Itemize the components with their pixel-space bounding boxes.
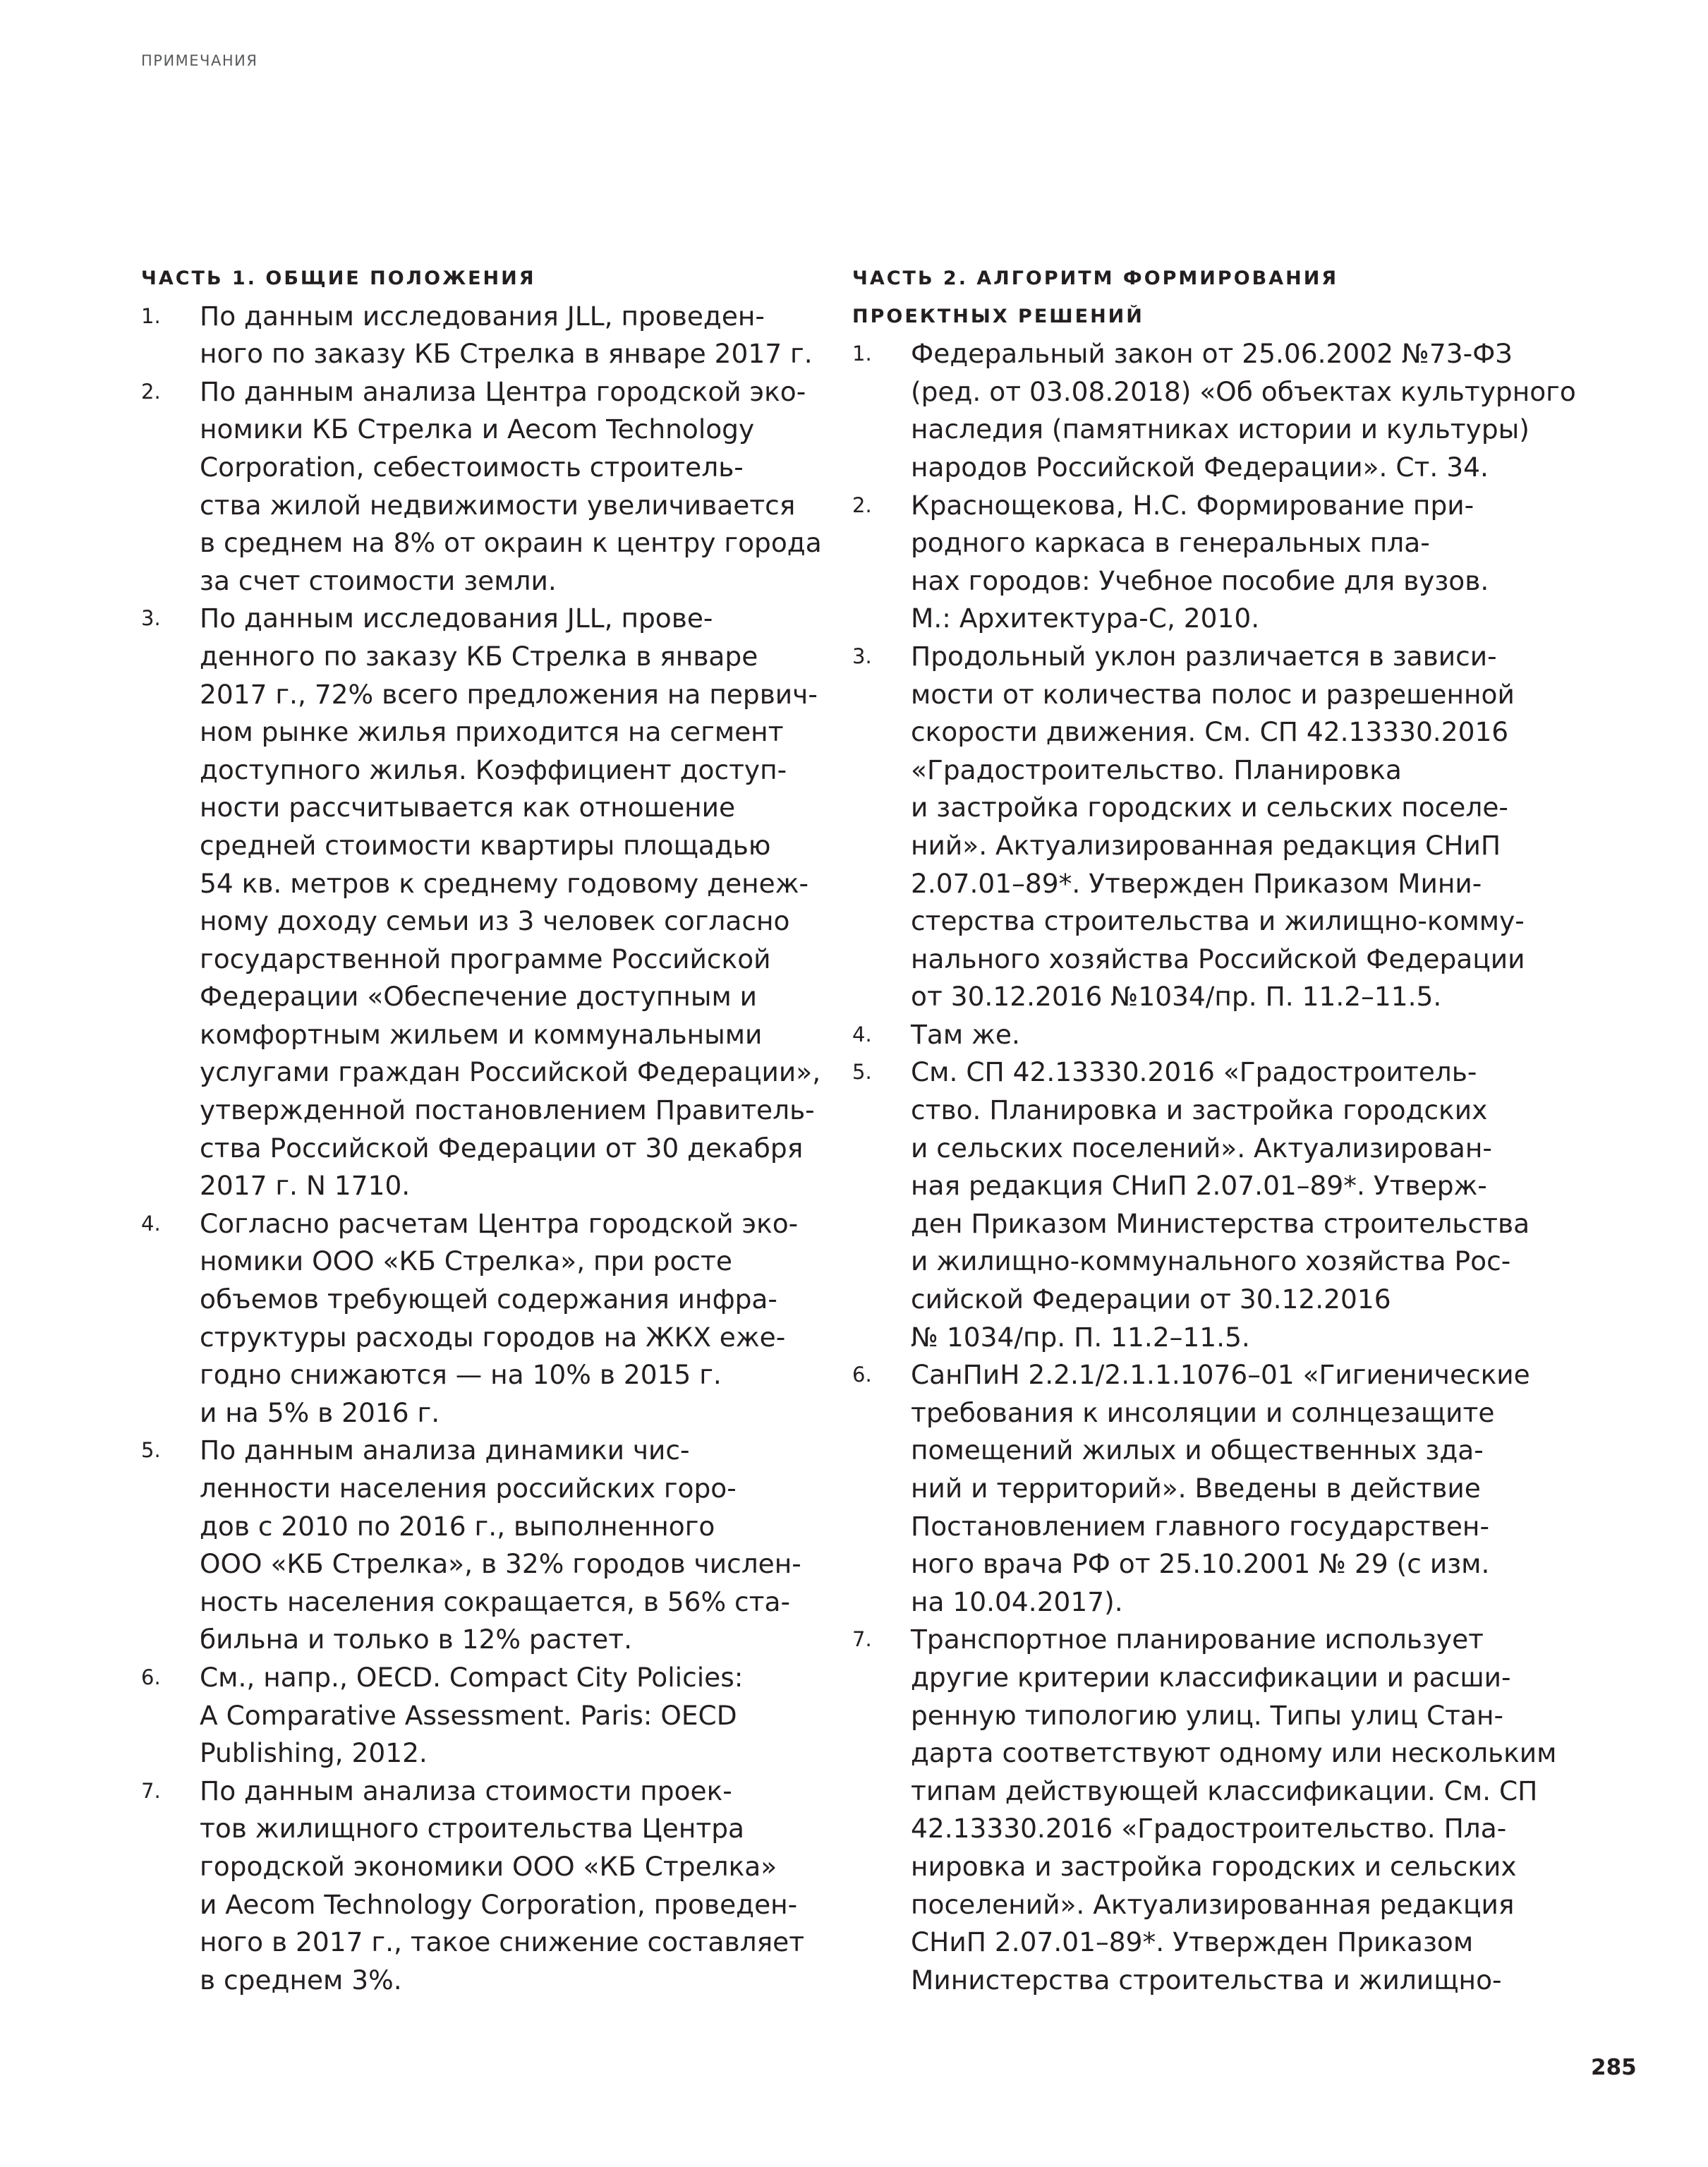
note-text-line: средней стоимости квартиры площадью <box>200 829 771 861</box>
note-item <box>141 298 818 373</box>
note-item <box>852 1054 1558 1356</box>
note-item <box>141 600 821 1205</box>
note-text-line: По данным анализа динамики чис- <box>200 1435 690 1466</box>
note-text-line: СНиП 2.07.01–89*. Утвержден Приказом <box>911 1926 1474 1958</box>
note-item <box>852 1356 1558 1621</box>
section-heading <box>852 260 1558 335</box>
section-heading-line: ПРОЕКТНЫХ РЕШЕНИЙ <box>852 305 1144 327</box>
note-text-line: ний и территорий». Введены в действие <box>911 1473 1481 1504</box>
note-text-line: СанПиН 2.2.1/2.1.1.1076–01 «Гигиенические <box>911 1359 1530 1391</box>
note-text-line: ная редакция СНиП 2.07.01–89*. Утверж- <box>911 1170 1487 1202</box>
note-item <box>141 1432 818 1659</box>
note-number: 2. <box>852 493 872 517</box>
note-text-line: Транспортное планирование использует <box>911 1624 1484 1655</box>
note-text-line: доступного жилья. Коэффициент доступ- <box>200 754 787 785</box>
note-text-line: Продольный уклон различается в зависи- <box>911 640 1497 672</box>
note-text-line: городской экономики ООО «КБ Стрелка» <box>200 1850 777 1882</box>
note-text-line: типам действующей классификации. См. СП <box>911 1775 1538 1806</box>
note-text-line: 42.13330.2016 «Градостроительство. Пла- <box>911 1813 1507 1845</box>
note-text-line: Постановлением главного государствен- <box>911 1510 1489 1542</box>
note-number: 3. <box>852 644 872 668</box>
note-text-line: и Aecom Technology Corporation, проведен- <box>200 1888 798 1920</box>
running-head: ПРИМЕЧАНИЯ <box>141 52 258 69</box>
note-text-line: ному доходу семьи из 3 человек согласно <box>200 905 790 937</box>
note-text-line: дов с 2010 по 2016 г., выполненного <box>200 1510 715 1542</box>
note-text-line: По данным анализа стоимости проек- <box>200 1775 732 1806</box>
note-text-line: По данным исследования JLL, прове- <box>200 603 713 634</box>
note-text-line: услугами граждан Российской Федерации», <box>200 1056 821 1088</box>
note-item <box>141 373 822 600</box>
note-text-line: 2.07.01–89*. Утвержден Приказом Мини- <box>911 867 1482 899</box>
note-number: 6. <box>141 1665 161 1689</box>
note-text-line: и на 5% в 2016 г. <box>200 1396 440 1428</box>
note-number: 7. <box>141 1778 161 1803</box>
note-text-line: в среднем на 8% от окраин к центру города <box>200 527 822 559</box>
note-text-line: М.: Архитектура-С, 2010. <box>911 603 1260 634</box>
note-text-line: требования к инсоляции и солнцезащите <box>911 1396 1495 1428</box>
note-text-line: скорости движения. См. СП 42.13330.2016 <box>911 716 1509 748</box>
page-number: 285 <box>1591 2055 1637 2080</box>
note-number: 4. <box>141 1211 161 1236</box>
note-number: 6. <box>852 1363 872 1387</box>
note-text-line: на 10.04.2017). <box>911 1586 1123 1617</box>
note-text-line: родного каркаса в генеральных пла- <box>911 527 1430 559</box>
note-number: 4. <box>852 1022 872 1046</box>
note-item <box>852 638 1558 1016</box>
note-text-line: годно снижаются — на 10% в 2015 г. <box>200 1359 722 1391</box>
note-text-line: сийской Федерации от 30.12.2016 <box>911 1284 1391 1315</box>
note-text-line: нального хозяйства Российской Федерации <box>911 943 1525 974</box>
note-text-line: государственной программе Российской <box>200 943 771 974</box>
note-number: 2. <box>141 379 161 404</box>
note-text-line: и жилищно-коммунального хозяйства Рос- <box>911 1245 1511 1277</box>
note-text-line: «Градостроительство. Планировка <box>911 754 1402 785</box>
note-number: 1. <box>852 342 872 366</box>
note-text-line: комфортным жильем и коммунальными <box>200 1018 763 1050</box>
note-item <box>141 1773 818 2000</box>
note-text-line: 2017 г., 72% всего предложения на первич- <box>200 678 818 710</box>
note-text-line: от 30.12.2016 №1034/пр. П. 11.2–11.5. <box>911 981 1442 1013</box>
note-text-line: Федерации «Обеспечение доступным и <box>200 981 758 1013</box>
note-text-line: тов жилищного строительства Центра <box>200 1813 745 1845</box>
note-text-line: ного в 2017 г., такое снижение составляет <box>200 1926 805 1958</box>
note-item <box>852 335 1576 486</box>
note-text-line: денного по заказу КБ Стрелка в январе <box>200 640 758 672</box>
note-text-line: ства Российской Федерации от 30 декабря <box>200 1132 804 1164</box>
note-item <box>852 1621 1558 1999</box>
note-text-line: Там же. <box>911 1018 1020 1050</box>
note-text-line: 2017 г. N 1710. <box>200 1170 411 1202</box>
note-text-line: По данным исследования JLL, проведен- <box>200 300 765 332</box>
note-text-line: другие критерии классификации и расши- <box>911 1661 1511 1693</box>
note-text-line: ство. Планировка и застройка городских <box>911 1094 1488 1126</box>
note-text-line: ний». Актуализированная редакция СНиП <box>911 829 1501 861</box>
note-text-line: ного по заказу КБ Стрелка в январе 2017 г. <box>200 338 813 370</box>
note-text-line: ного врача РФ от 25.10.2001 № 29 (с изм. <box>911 1548 1490 1580</box>
note-text-line: ности рассчитывается как отношение <box>200 792 736 823</box>
note-text-line: Федеральный закон от 25.06.2002 №73-ФЗ <box>911 338 1513 370</box>
note-item <box>852 1016 1558 1054</box>
note-text-line: ренную типологию улиц. Типы улиц Стан- <box>911 1699 1503 1731</box>
note-text-line: Corporation, себестоимость строитель- <box>200 451 744 483</box>
note-text-line: Краснощекова, Н.С. Формирование при- <box>911 489 1474 521</box>
note-text-line: ном рынке жилья приходится на сегмент <box>200 716 784 748</box>
note-number: 1. <box>141 303 161 328</box>
note-number: 3. <box>141 606 161 631</box>
notes-list <box>852 335 1576 1999</box>
note-text-line: в среднем 3%. <box>200 1964 402 1996</box>
note-text-line: 54 кв. метров к среднему годовому денеж- <box>200 867 809 899</box>
note-text-line: ность населения сокращается, в 56% ста- <box>200 1586 791 1617</box>
note-text-line: См., напр., OECD. Compact City Policies: <box>200 1661 744 1693</box>
note-text-line: Publishing, 2012. <box>200 1737 428 1769</box>
note-text-line: A Comparative Assessment. Paris: OECD <box>200 1699 737 1731</box>
note-text-line: Министерства строительства и жилищно- <box>911 1964 1502 1996</box>
note-text-line: ства жилой недвижимости увеличивается <box>200 489 796 521</box>
note-text-line: нировка и застройка городских и сельских <box>911 1850 1517 1882</box>
note-text-line: стерства строительства и жилищно-комму- <box>911 905 1525 937</box>
note-text-line: за счет стоимости земли. <box>200 565 557 596</box>
section-heading-line: ЧАСТЬ 1. ОБЩИЕ ПОЛОЖЕНИЯ <box>141 267 536 289</box>
note-text-line: утвержденной постановлением Правитель- <box>200 1094 815 1126</box>
note-text-line: мости от количества полос и разрешенной <box>911 678 1515 710</box>
note-text-line: номики ООО «КБ Стрелка», при росте <box>200 1245 732 1277</box>
note-text-line: номики КБ Стрелка и Aecom Technology <box>200 414 755 445</box>
note-text-line: объемов требующей содержания инфра- <box>200 1284 777 1315</box>
note-text-line: нах городов: Учебное пособие для вузов. <box>911 565 1489 596</box>
left-column <box>141 260 822 1999</box>
section-heading <box>141 260 818 298</box>
notes-list <box>141 298 822 2000</box>
right-column <box>852 260 1576 1999</box>
note-text-line: наследия (памятниках истории и культуры) <box>911 414 1530 445</box>
note-text-line: ООО «КБ Стрелка», в 32% городов числен- <box>200 1548 801 1580</box>
note-item <box>141 1205 818 1432</box>
note-text-line: По данным анализа Центра городской эко- <box>200 375 806 407</box>
note-text-line: (ред. от 03.08.2018) «Об объектах культурного <box>911 375 1576 407</box>
note-text-line: Согласно расчетам Центра городской эко- <box>200 1207 799 1239</box>
note-text-line: дарта соответствуют одному или нескольким <box>911 1737 1557 1769</box>
note-text-line: народов Российской Федерации». Ст. 34. <box>911 451 1489 483</box>
note-text-line: и сельских поселений». Актуализирован- <box>911 1132 1492 1164</box>
note-item <box>141 1659 818 1773</box>
note-text-line: помещений жилых и общественных зда- <box>911 1435 1484 1466</box>
note-text-line: ленности населения российских горо- <box>200 1473 737 1504</box>
note-item <box>852 487 1558 638</box>
note-text-line: № 1034/пр. П. 11.2–11.5. <box>911 1321 1250 1353</box>
note-text-line: ден Приказом Министерства строительства <box>911 1207 1530 1239</box>
note-text-line: См. СП 42.13330.2016 «Градостроитель- <box>911 1056 1477 1088</box>
note-number: 5. <box>852 1060 872 1085</box>
note-number: 7. <box>852 1627 872 1652</box>
note-text-line: бильна и только в 12% растет. <box>200 1624 633 1655</box>
section-heading-line: ЧАСТЬ 2. АЛГОРИТМ ФОРМИРОВАНИЯ <box>852 267 1339 289</box>
note-text-line: поселений». Актуализированная редакция <box>911 1888 1515 1920</box>
note-text-line: и застройка городских и сельских поселе- <box>911 792 1508 823</box>
note-text-line: структуры расходы городов на ЖКХ еже- <box>200 1321 786 1353</box>
note-number: 5. <box>141 1438 161 1463</box>
